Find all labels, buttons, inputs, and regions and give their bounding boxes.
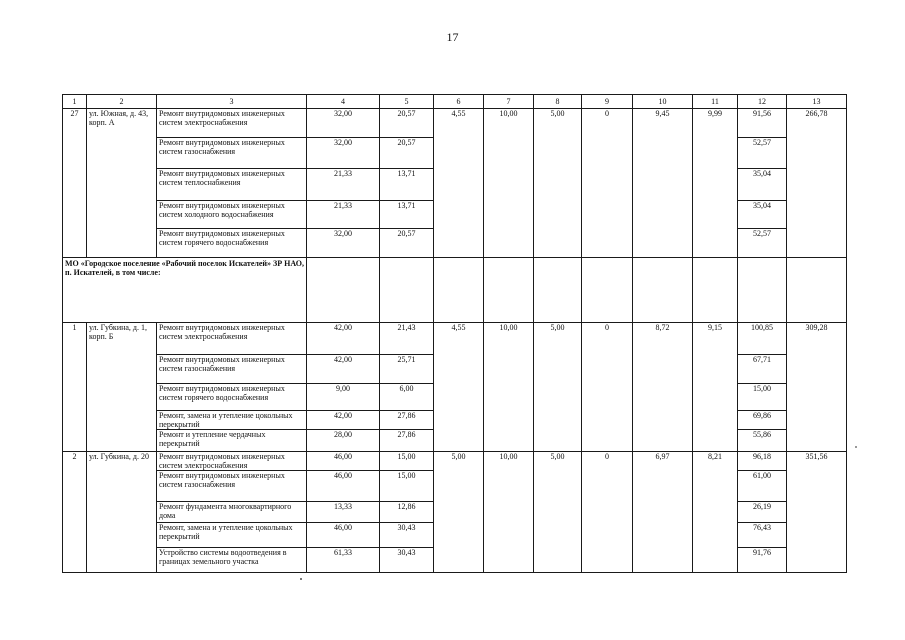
col5-value: 25,71 — [380, 355, 434, 384]
work-name: Ремонт, замена и утепление цокольных перекрытий — [157, 523, 307, 548]
col12-value: 96,18 — [738, 452, 787, 471]
column-number-11: 11 — [693, 95, 738, 109]
col12-value: 52,57 — [738, 229, 787, 258]
col12-value: 91,76 — [738, 548, 787, 573]
work-name: Ремонт и утепление чердачных перекрытий — [157, 430, 307, 452]
col12-value: 61,00 — [738, 471, 787, 502]
col12-value: 15,00 — [738, 384, 787, 411]
col11-value: 9,99 — [693, 109, 738, 258]
col4-value: 42,00 — [307, 323, 380, 355]
col6-value: 4,55 — [434, 109, 484, 258]
col5-value: 30,43 — [380, 523, 434, 548]
row-number: 2 — [63, 452, 87, 573]
address: ул. Губкина, д. 1, корп. Б — [87, 323, 157, 452]
address: ул. Губкина, д. 20 — [87, 452, 157, 573]
column-number-12: 12 — [738, 95, 787, 109]
col5-value: 27,86 — [380, 411, 434, 430]
work-name: Ремонт внутридомовых инженерных систем газоснабжения — [157, 355, 307, 384]
empty-cell — [380, 258, 434, 323]
column-number-13: 13 — [787, 95, 847, 109]
col12-value: 55,86 — [738, 430, 787, 452]
col5-value: 6,00 — [380, 384, 434, 411]
col7-value: 10,00 — [484, 109, 534, 258]
col9-value: 0 — [582, 452, 633, 573]
col12-value: 52,57 — [738, 138, 787, 169]
col13-total: 351,56 — [787, 452, 847, 573]
address: ул. Южная, д. 43, корп. А — [87, 109, 157, 258]
col8-value: 5,00 — [534, 452, 582, 573]
work-name: Ремонт внутридомовых инженерных систем горячего водоснабжения — [157, 384, 307, 411]
column-number-6: 6 — [434, 95, 484, 109]
col4-value: 46,00 — [307, 523, 380, 548]
col12-value: 69,86 — [738, 411, 787, 430]
work-name: Ремонт внутридомовых инженерных систем теплоснабжения — [157, 169, 307, 201]
col6-value: 4,55 — [434, 323, 484, 452]
col10-value: 9,45 — [633, 109, 693, 258]
col10-value: 8,72 — [633, 323, 693, 452]
work-name: Ремонт внутридомовых инженерных систем горячего водоснабжения — [157, 229, 307, 258]
col4-value: 42,00 — [307, 411, 380, 430]
col5-value: 20,57 — [380, 229, 434, 258]
header-row — [63, 95, 847, 109]
col4-value: 32,00 — [307, 138, 380, 169]
col12-value: 100,85 — [738, 323, 787, 355]
work-name: Ремонт фундамента многоквартирного дома — [157, 502, 307, 523]
col7-value: 10,00 — [484, 323, 534, 452]
col12-value: 91,56 — [738, 109, 787, 138]
empty-cell — [787, 258, 847, 323]
col4-value: 21,33 — [307, 201, 380, 229]
col12-value: 76,43 — [738, 523, 787, 548]
col5-value: 20,57 — [380, 109, 434, 138]
col4-value: 32,00 — [307, 229, 380, 258]
column-number-10: 10 — [633, 95, 693, 109]
empty-cell — [693, 258, 738, 323]
col13-total: 309,28 — [787, 323, 847, 452]
column-number-9: 9 — [582, 95, 633, 109]
col7-value: 10,00 — [484, 452, 534, 573]
empty-cell — [633, 258, 693, 323]
table-row — [63, 323, 847, 355]
work-name: Ремонт внутридомовых инженерных систем электроснабжения — [157, 323, 307, 355]
col6-value: 5,00 — [434, 452, 484, 573]
col12-value: 26,19 — [738, 502, 787, 523]
column-number-8: 8 — [534, 95, 582, 109]
col12-value: 35,04 — [738, 201, 787, 229]
col5-value: 30,43 — [380, 548, 434, 573]
col5-value: 15,00 — [380, 452, 434, 471]
col4-value: 13,33 — [307, 502, 380, 523]
col11-value: 8,21 — [693, 452, 738, 573]
col9-value: 0 — [582, 109, 633, 258]
row-number: 1 — [63, 323, 87, 452]
col5-value: 20,57 — [380, 138, 434, 169]
section-title: МО «Городское поселение «Рабочий поселок Искателей» ЗР НАО, п. Искателей, в том числе: — [63, 258, 307, 323]
table-row — [63, 109, 847, 138]
col4-value: 46,00 — [307, 471, 380, 502]
repair-table — [62, 94, 847, 573]
col5-value: 21,43 — [380, 323, 434, 355]
col9-value: 0 — [582, 323, 633, 452]
col5-value: 12,86 — [380, 502, 434, 523]
row-number: 27 — [63, 109, 87, 258]
col10-value: 6,97 — [633, 452, 693, 573]
col5-value: 13,71 — [380, 169, 434, 201]
empty-cell — [738, 258, 787, 323]
col5-value: 27,86 — [380, 430, 434, 452]
column-number-4: 4 — [307, 95, 380, 109]
col8-value: 5,00 — [534, 323, 582, 452]
column-number-2: 2 — [87, 95, 157, 109]
col5-value: 13,71 — [380, 201, 434, 229]
work-name: Ремонт внутридомовых инженерных систем газоснабжения — [157, 471, 307, 502]
col4-value: 61,33 — [307, 548, 380, 573]
col12-value: 67,71 — [738, 355, 787, 384]
col4-value: 9,00 — [307, 384, 380, 411]
work-name: Ремонт внутридомовых инженерных систем электроснабжения — [157, 452, 307, 471]
scan-speck — [855, 446, 857, 448]
col4-value: 28,00 — [307, 430, 380, 452]
empty-cell — [582, 258, 633, 323]
empty-cell — [307, 258, 380, 323]
column-number-3: 3 — [157, 95, 307, 109]
table-body — [63, 95, 847, 573]
col5-value: 15,00 — [380, 471, 434, 502]
page-number: 17 — [446, 30, 459, 44]
col11-value: 9,15 — [693, 323, 738, 452]
column-number-7: 7 — [484, 95, 534, 109]
empty-cell — [484, 258, 534, 323]
work-name: Ремонт, замена и утепление цокольных перекрытий — [157, 411, 307, 430]
column-number-5: 5 — [380, 95, 434, 109]
work-name: Ремонт внутридомовых инженерных систем газоснабжения — [157, 138, 307, 169]
work-name: Ремонт внутридомовых инженерных систем электроснабжения — [157, 109, 307, 138]
col12-value: 35,04 — [738, 169, 787, 201]
col4-value: 21,33 — [307, 169, 380, 201]
col13-total: 266,78 — [787, 109, 847, 258]
column-number-1: 1 — [63, 95, 87, 109]
work-name: Ремонт внутридомовых инженерных систем холодного водоснабжения — [157, 201, 307, 229]
col4-value: 46,00 — [307, 452, 380, 471]
col4-value: 32,00 — [307, 109, 380, 138]
scan-speck — [300, 578, 302, 580]
col4-value: 42,00 — [307, 355, 380, 384]
table-row — [63, 452, 847, 471]
col8-value: 5,00 — [534, 109, 582, 258]
empty-cell — [434, 258, 484, 323]
work-name: Устройство системы водоотведения в границах земельного участка — [157, 548, 307, 573]
section-row — [63, 258, 847, 323]
empty-cell — [534, 258, 582, 323]
